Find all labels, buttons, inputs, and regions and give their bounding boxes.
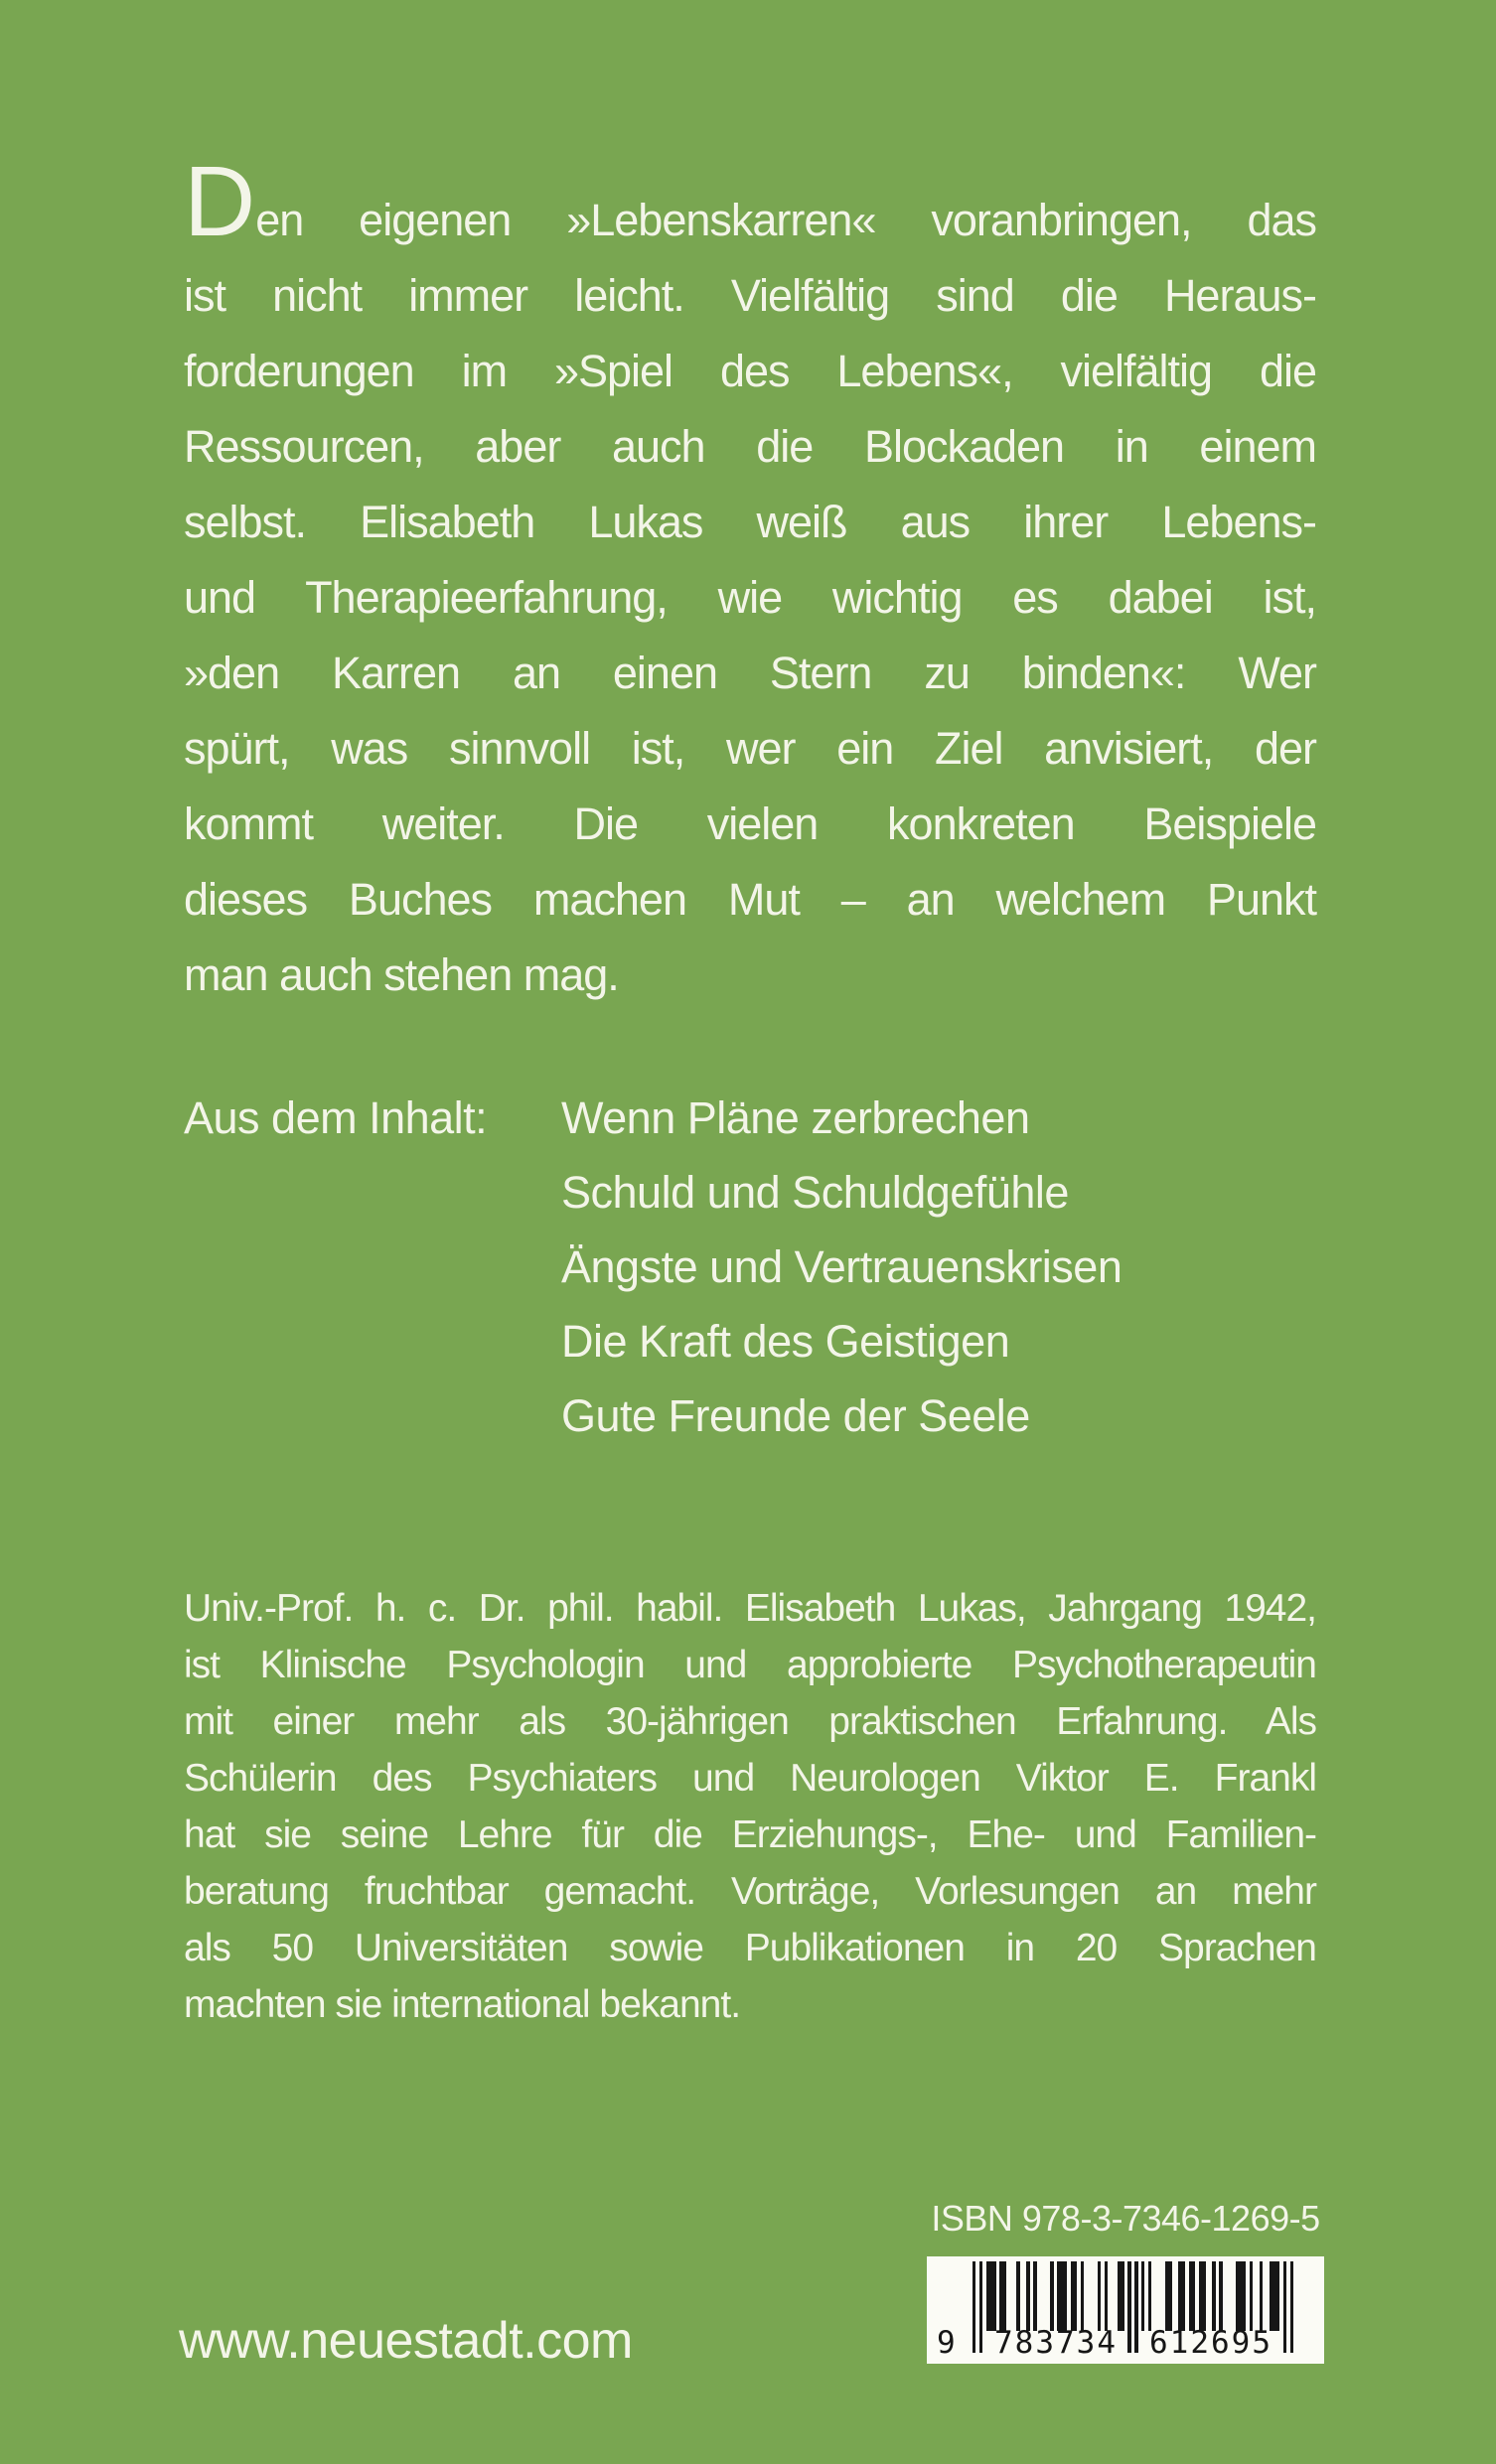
bio-line: beratung fruchtbar gemacht. Vorträge, Vorlesungen an mehr: [184, 1870, 1316, 1913]
contents-item: Gute Freunde der Seele: [561, 1390, 1030, 1441]
author-bio: [184, 1580, 1316, 2033]
contents-label: Aus dem Inhalt:: [184, 1092, 488, 1143]
contents-item: Die Kraft des Geistigen: [561, 1316, 1010, 1367]
blurb-line: spürt, was sinnvoll ist, wer ein Ziel anvisiert, der: [184, 723, 1316, 774]
blurb-line: ist nicht immer leicht. Vielfältig sind die Heraus-: [184, 270, 1316, 321]
publisher-website-url: www.neuestadt.com: [179, 2312, 633, 2370]
contents-row: [184, 1378, 1316, 1453]
bio-line: machten sie international bekannt.: [184, 1983, 741, 2026]
barcode-digit-group: 783734: [994, 2325, 1118, 2361]
blurb-line: dieses Buches machen Mut – an welchem Punkt: [184, 874, 1316, 925]
contents-row: [184, 1230, 1316, 1304]
contents-item: Ängste und Vertrauenskrisen: [561, 1241, 1122, 1292]
blurb-line: man auch stehen mag.: [184, 949, 619, 1000]
blurb-line: [184, 146, 1316, 258]
blurb-line: selbst. Elisabeth Lukas weiß aus ihrer Lebens-: [184, 497, 1316, 547]
contents-row: [184, 1304, 1316, 1378]
blurb-line: und Therapieerfahrung, wie wichtig es dabei ist,: [184, 572, 1316, 623]
blurb-paragraph: [184, 146, 1316, 1013]
bio-line: Univ.-Prof. h. c. Dr. phil. habil. Elisabeth Lukas, Jahrgang 1942,: [184, 1587, 1316, 1630]
contents-row: [184, 1081, 1316, 1155]
bio-line: hat sie seine Lehre für die Erziehungs-, Ehe- und Familien-: [184, 1813, 1316, 1856]
blurb-line: »den Karren an einen Stern zu binden«: Wer: [184, 648, 1316, 698]
isbn-barcode: [927, 2256, 1324, 2364]
contents-item: Schuld und Schuldgefühle: [561, 1167, 1069, 1218]
bio-line: als 50 Universitäten sowie Publikationen in 20 Sprachen: [184, 1927, 1316, 1969]
blurb-line: forderungen im »Spiel des Lebens«, vielfältig die: [184, 346, 1316, 396]
drop-cap: D: [184, 146, 256, 257]
contents-row: [184, 1155, 1316, 1230]
bio-line: Schülerin des Psychiaters und Neurologen Viktor E. Frankl: [184, 1757, 1316, 1800]
isbn-number: ISBN 978-3-7346-1269-5: [931, 2198, 1320, 2239]
contents-list: [184, 1081, 1316, 1453]
barcode-digit-group: 612695: [1149, 2325, 1272, 2361]
blurb-line: kommt weiter. Die vielen konkreten Beispiele: [184, 798, 1316, 849]
bio-line: ist Klinische Psychologin und approbierte Psychotherapeutin: [184, 1644, 1316, 1686]
blurb-line: Ressourcen, aber auch die Blockaden in einem: [184, 421, 1316, 472]
contents-item: Wenn Pläne zerbrechen: [561, 1092, 1030, 1143]
bio-line: mit einer mehr als 30-jährigen praktischen Erfahrung. Als: [184, 1700, 1316, 1743]
blurb-line-text: en eigenen »Lebenskarren« voranbringen, das: [255, 195, 1316, 245]
barcode-digit-group: 9: [937, 2325, 958, 2361]
